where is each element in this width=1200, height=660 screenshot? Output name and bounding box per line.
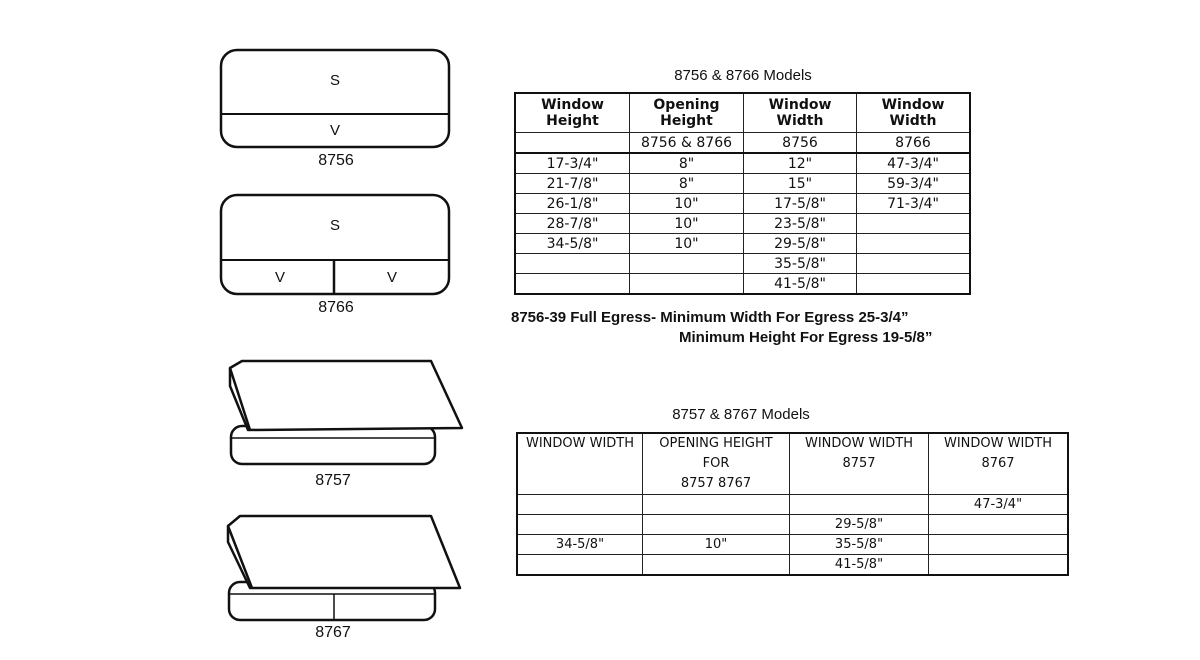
table-row — [517, 555, 1068, 576]
diagram-8767 — [226, 512, 468, 624]
sash-label-s: S — [330, 72, 341, 89]
table-cell: 10" — [630, 234, 744, 254]
table-cell — [857, 214, 971, 234]
header-opening-height: Opening Height — [630, 93, 744, 133]
table-cell: 10" — [643, 535, 790, 555]
table-row — [515, 174, 970, 194]
table-cell: 34-5/8" — [515, 234, 630, 254]
vent-label-v: V — [330, 122, 341, 139]
table-cell: 71-3/4" — [857, 194, 971, 214]
diagram-label-8756: 8756 — [318, 152, 354, 169]
table-row — [515, 194, 970, 214]
table-row — [515, 234, 970, 254]
window-8767-drawing — [226, 512, 468, 624]
diagram-label-8757: 8757 — [315, 472, 351, 489]
table-cell: 47-3/4" — [857, 153, 971, 174]
header-window-width-8766: Window Width — [857, 93, 971, 133]
table-cell: 10" — [630, 194, 744, 214]
header-top-text: WINDOW WIDTH — [943, 436, 1053, 451]
table-cell: 29-5/8" — [744, 234, 857, 254]
egress-note-line-1: 8756-39 Full Egress- Minimum Width For Egress 25-3/4” — [511, 309, 909, 326]
table-cell: 12" — [744, 153, 857, 174]
table-cell — [929, 535, 1069, 555]
header-opening-height-for — [643, 433, 790, 495]
table-cell: 29-5/8" — [790, 515, 929, 535]
table-cell: 8" — [630, 153, 744, 174]
table-cell — [857, 234, 971, 254]
table-header-row — [515, 93, 970, 133]
table-cell — [515, 254, 630, 274]
table-cell: 35-5/8" — [744, 254, 857, 274]
table-cell: 26-1/8" — [515, 194, 630, 214]
table-cell — [517, 515, 643, 535]
window-8766-drawing — [219, 193, 451, 297]
table-row — [517, 515, 1068, 535]
table-cell — [857, 254, 971, 274]
table-cell: 35-5/8" — [790, 535, 929, 555]
table-title-8756-8766: 8756 & 8766 Models — [674, 67, 812, 84]
subheader-cell: 8756 & 8766 — [630, 133, 744, 154]
table-cell — [790, 495, 929, 515]
table-cell: 47-3/4" — [929, 495, 1069, 515]
table-cell — [929, 515, 1069, 535]
diagram-8757 — [226, 356, 468, 468]
header-top-text: OPENING HEIGHT FOR — [659, 436, 773, 471]
table-cell: 41-5/8" — [790, 555, 929, 576]
header-window-width-8757 — [790, 433, 929, 495]
egress-note-line-2: Minimum Height For Egress 19-5/8” — [679, 329, 933, 346]
table-8757-8767 — [516, 432, 1069, 576]
table-cell — [643, 495, 790, 515]
table-cell: 41-5/8" — [744, 274, 857, 295]
table-cell: 8" — [630, 174, 744, 194]
table-8756-8766 — [514, 92, 971, 295]
table-title-8757-8767: 8757 & 8767 Models — [672, 406, 810, 423]
header-top-text: WINDOW WIDTH — [804, 436, 914, 451]
subheader-cell — [515, 133, 630, 154]
table-cell: 17-3/4" — [515, 153, 630, 174]
sash-label-s: S — [330, 217, 341, 234]
table-subheader-row — [515, 133, 970, 154]
vent-label-v-right: V — [387, 269, 398, 286]
table-cell — [929, 555, 1069, 576]
table-row — [517, 495, 1068, 515]
table-cell — [630, 254, 744, 274]
table-cell — [515, 274, 630, 295]
subheader-cell: 8756 — [744, 133, 857, 154]
table-cell — [517, 555, 643, 576]
table-header-row — [517, 433, 1068, 495]
table-cell — [643, 515, 790, 535]
diagram-label-8766: 8766 — [318, 299, 354, 316]
table-row — [515, 274, 970, 295]
table-cell: 28-7/8" — [515, 214, 630, 234]
header-top-text: WINDOW WIDTH — [525, 436, 635, 451]
header-bottom-text: 8757 — [842, 456, 876, 471]
header-bottom-text: 8757 8767 — [680, 476, 752, 491]
table-row — [515, 153, 970, 174]
table-cell: 15" — [744, 174, 857, 194]
diagram-label-8767: 8767 — [315, 624, 351, 641]
table-cell: 21-7/8" — [515, 174, 630, 194]
header-window-width — [517, 433, 643, 495]
subheader-cell: 8766 — [857, 133, 971, 154]
window-8757-drawing — [226, 356, 468, 468]
header-window-height: Window Height — [515, 93, 630, 133]
table-cell: 34-5/8" — [517, 535, 643, 555]
table-cell: 23-5/8" — [744, 214, 857, 234]
table-cell — [517, 495, 643, 515]
diagram-8756 — [219, 48, 451, 150]
table-row — [517, 535, 1068, 555]
table-cell — [630, 274, 744, 295]
table-cell — [857, 274, 971, 295]
header-window-width-8756: Window Width — [744, 93, 857, 133]
table-cell: 10" — [630, 214, 744, 234]
vent-label-v-left: V — [275, 269, 286, 286]
header-bottom-text: 8767 — [981, 456, 1015, 471]
table-cell — [643, 555, 790, 576]
table-row — [515, 214, 970, 234]
header-window-width-8767 — [929, 433, 1069, 495]
table-cell: 17-5/8" — [744, 194, 857, 214]
table-cell: 59-3/4" — [857, 174, 971, 194]
table-row — [515, 254, 970, 274]
diagram-8766 — [219, 193, 451, 297]
